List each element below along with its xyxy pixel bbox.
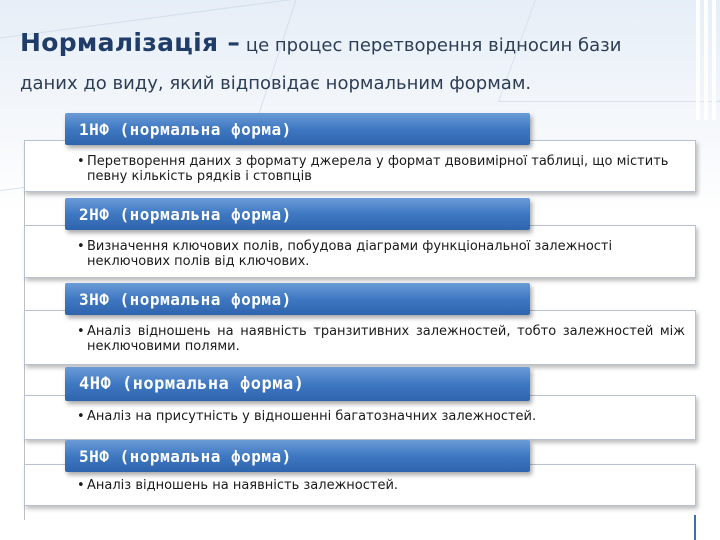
form-2-description: Визначення ключових полів, побудова діаграми функціональної залежності неключових полів від ключових. <box>87 239 613 269</box>
form-3-body <box>24 310 696 365</box>
form-4-description: Аналіз на присутність у відношенні багатозначних залежностей. <box>87 409 537 424</box>
accent-line <box>694 515 696 540</box>
form-5-heading: 5НФ (нормальна форма) <box>65 440 530 472</box>
form-5-description: Аналіз відношень на наявність залежностей. <box>87 478 399 493</box>
form-1-heading: 1НФ (нормальна форма) <box>65 113 530 145</box>
list-item <box>77 478 685 493</box>
corner-stripes <box>692 0 720 120</box>
title-definition: це процес перетворення відносин бази <box>240 35 622 56</box>
slide-title <box>20 28 621 57</box>
title-continuation: даних до виду, який відповідає нормальним формам. <box>20 73 532 94</box>
form-4-body <box>24 395 696 440</box>
form-2-heading: 2НФ (нормальна форма) <box>65 198 530 230</box>
bullet: • <box>77 324 85 339</box>
bullet: • <box>77 154 85 169</box>
form-3-description: Аналіз відношень на наявність транзитивних залежностей, тобто залежностей між неключовими полями. <box>87 324 685 354</box>
list-item <box>77 154 685 184</box>
form-4-heading: 4НФ (нормальна форма) <box>65 367 530 401</box>
form-2-body <box>24 225 696 278</box>
form-1-description: Перетворення даних з формату джерела у формат двовимірної таблиці, що містить певну кількість рядків і стовпців <box>87 154 669 184</box>
list-item <box>77 409 685 424</box>
list-item <box>77 239 685 269</box>
bullet: • <box>77 239 85 254</box>
bullet: • <box>77 409 85 424</box>
list-item <box>77 324 685 354</box>
title-term: Нормалізація – <box>20 28 241 57</box>
bullet: • <box>77 478 85 493</box>
form-3-heading: 3НФ (нормальна форма) <box>65 283 530 315</box>
form-1-body <box>24 140 696 192</box>
